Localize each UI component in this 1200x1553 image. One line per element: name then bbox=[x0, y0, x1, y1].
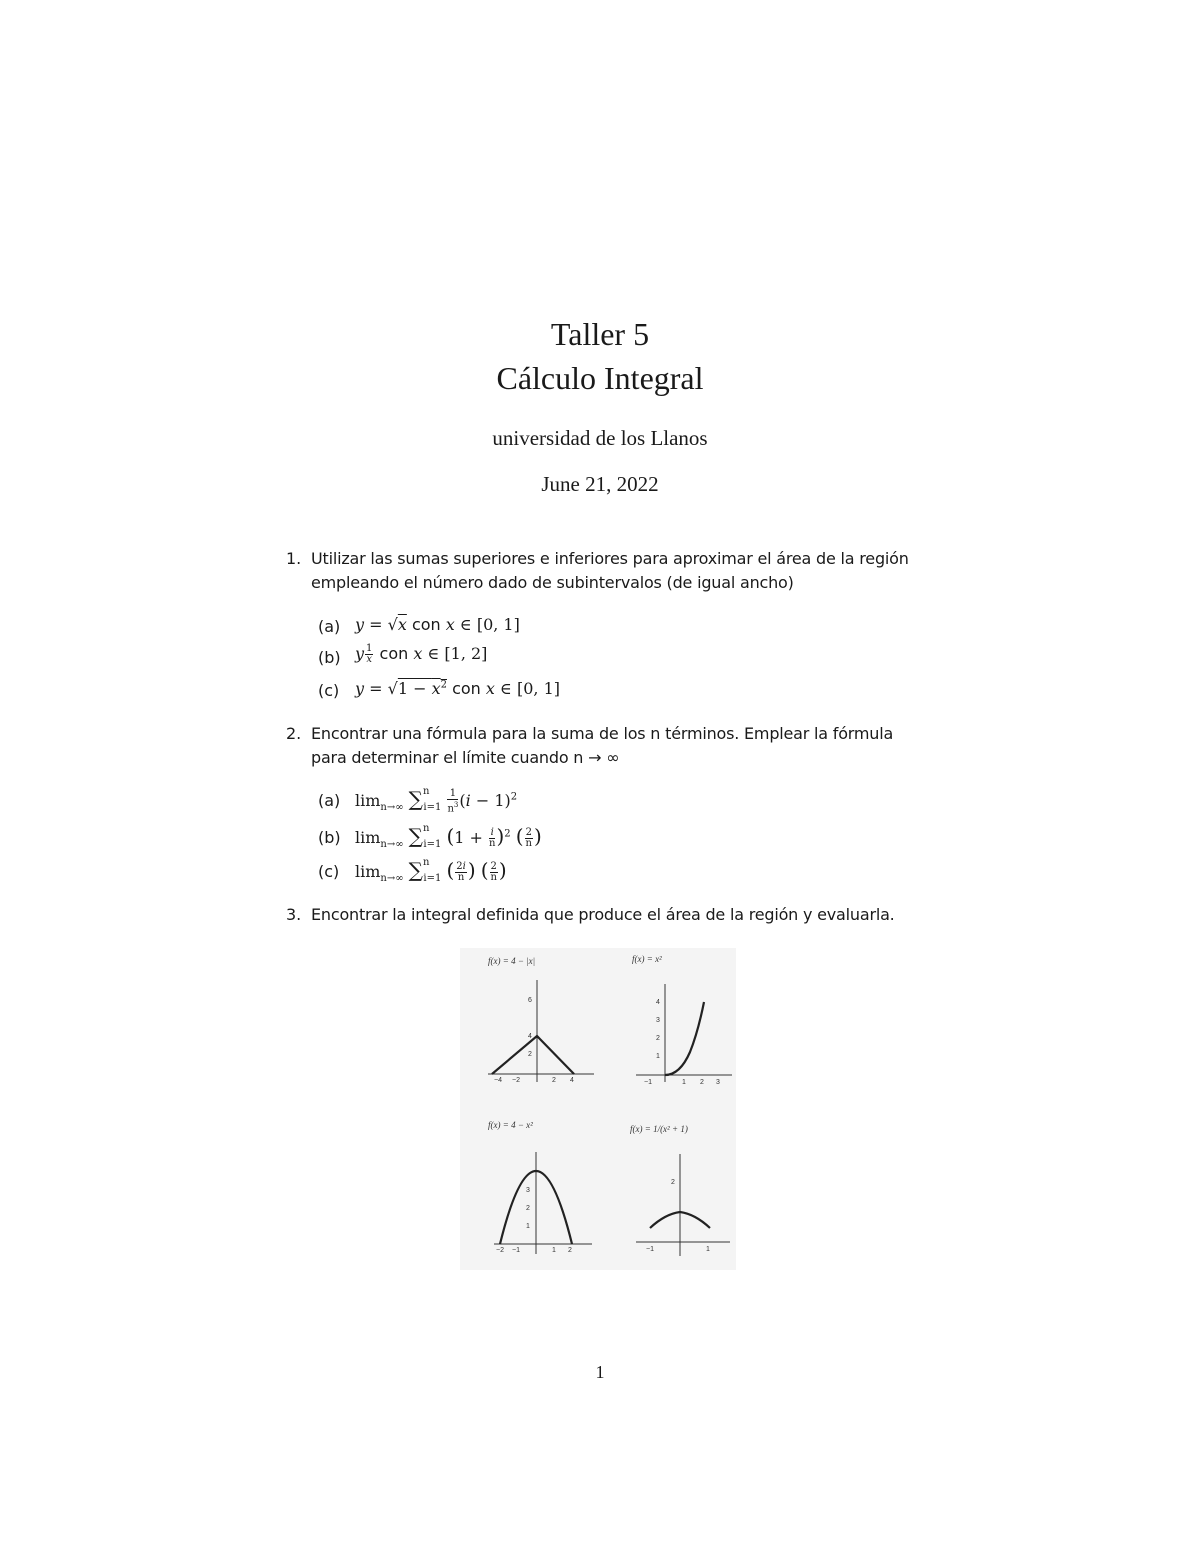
problem-2-text-line2: para determinar el límite cuando n → ∞ bbox=[311, 748, 620, 767]
problem-2b-expression: $\lim_{n\to\infty} \sum^n_{i=1}$ (1 + $\frac{i}{n}$ )$^2$ ( $\frac{2}{n}$ ) bbox=[355, 822, 542, 851]
document-title: Taller 5 bbox=[550, 316, 650, 352]
graph-bell-tick: −1 bbox=[646, 1246, 654, 1253]
graph-parabola-up-tick: 4 bbox=[656, 999, 660, 1006]
problem-1a-expression: y = √x con x ∈ [0, 1] bbox=[355, 615, 520, 634]
graph-parabola-up-label: f(x) = x² bbox=[632, 954, 662, 964]
document-date: June 21, 2022 bbox=[541, 472, 659, 496]
graph-abs-tick: −4 bbox=[494, 1077, 502, 1084]
graph-abs bbox=[488, 956, 594, 1084]
graph-abs-tick: −2 bbox=[512, 1077, 520, 1084]
graph-bell-label: f(x) = 1/(x² + 1) bbox=[630, 1124, 688, 1134]
graph-parabola-down-tick: 1 bbox=[526, 1223, 530, 1230]
problem-3-text: Encontrar la integral definida que produce el área de la región y evaluarla. bbox=[311, 905, 895, 924]
problem-2c-expression: $\lim_{n\to\infty} \sum^n_{i=1}$ ( $\frac{2i}{n}$ ) ( $\frac{2}{n}$ ) bbox=[355, 856, 507, 885]
graph-parabola-up-tick: 3 bbox=[716, 1079, 720, 1086]
graph-bell bbox=[630, 1124, 730, 1256]
graph-parabola-down bbox=[488, 1120, 592, 1254]
graph-abs-tick: 6 bbox=[528, 997, 532, 1004]
problem-2a-label: (a) bbox=[318, 791, 341, 810]
graph-parabola-up-tick: 2 bbox=[700, 1079, 704, 1086]
graphs-figure bbox=[460, 948, 736, 1270]
graph-abs-tick: 4 bbox=[528, 1033, 532, 1040]
graph-parabola-down-tick: 1 bbox=[552, 1247, 556, 1254]
graph-parabola-up-tick: 3 bbox=[656, 1017, 660, 1024]
graph-parabola-up-tick: 1 bbox=[656, 1053, 660, 1060]
problem-1c-expression: $y = √1 - x^2$ con x ∈ [0, 1] bbox=[355, 679, 560, 698]
problem-1-number: 1. bbox=[286, 549, 302, 568]
problem-2a-expression: $\lim_{n\to\infty} \sum^n_{i=1}$ $\frac{1}{n^3}$ $(i - 1)^2$ bbox=[355, 785, 518, 815]
institution: universidad de los Llanos bbox=[492, 426, 708, 450]
problem-1b-expression: y $\frac{1}{x}$ con x ∈ [1, 2] bbox=[355, 643, 488, 665]
problem-1a-label: (a) bbox=[318, 617, 341, 636]
problem-1-text-line2: empleando el número dado de subintervalos (de igual ancho) bbox=[311, 573, 794, 592]
graph-parabola-up bbox=[632, 954, 732, 1086]
graph-parabola-down-tick: −1 bbox=[512, 1247, 520, 1254]
graph-bell-tick: 2 bbox=[671, 1179, 675, 1186]
problem-3-number: 3. bbox=[286, 905, 302, 924]
graph-bell-tick: 1 bbox=[706, 1246, 710, 1253]
graph-parabola-up-tick: 2 bbox=[656, 1035, 660, 1042]
graph-parabola-down-tick: −2 bbox=[496, 1247, 504, 1254]
page-number: 1 bbox=[595, 1362, 605, 1382]
problem-1c-label: (c) bbox=[318, 681, 340, 700]
graph-parabola-up-tick: 1 bbox=[682, 1079, 686, 1086]
graph-parabola-down-tick: 3 bbox=[526, 1187, 530, 1194]
problem-2-number: 2. bbox=[286, 724, 302, 743]
problem-2b-label: (b) bbox=[318, 828, 341, 847]
document-subtitle: Cálculo Integral bbox=[496, 360, 704, 396]
graph-parabola-down-label: f(x) = 4 − x² bbox=[488, 1120, 533, 1130]
graph-parabola-up-tick: −1 bbox=[644, 1079, 652, 1086]
graph-abs-tick: 2 bbox=[552, 1077, 556, 1084]
graph-parabola-down-tick: 2 bbox=[526, 1205, 530, 1212]
graph-parabola-down-tick: 2 bbox=[568, 1247, 572, 1254]
problem-2-text-line1: Encontrar una fórmula para la suma de los n términos. Emplear la fórmula bbox=[311, 724, 894, 743]
graph-abs-tick: 2 bbox=[528, 1051, 532, 1058]
problem-1b-label: (b) bbox=[318, 648, 341, 667]
problem-1-text-line1: Utilizar las sumas superiores e inferiores para aproximar el área de la región bbox=[311, 549, 909, 568]
graph-abs-label: f(x) = 4 − |x| bbox=[488, 956, 536, 966]
graph-abs-tick: 4 bbox=[570, 1077, 574, 1084]
problem-2c-label: (c) bbox=[318, 862, 340, 881]
